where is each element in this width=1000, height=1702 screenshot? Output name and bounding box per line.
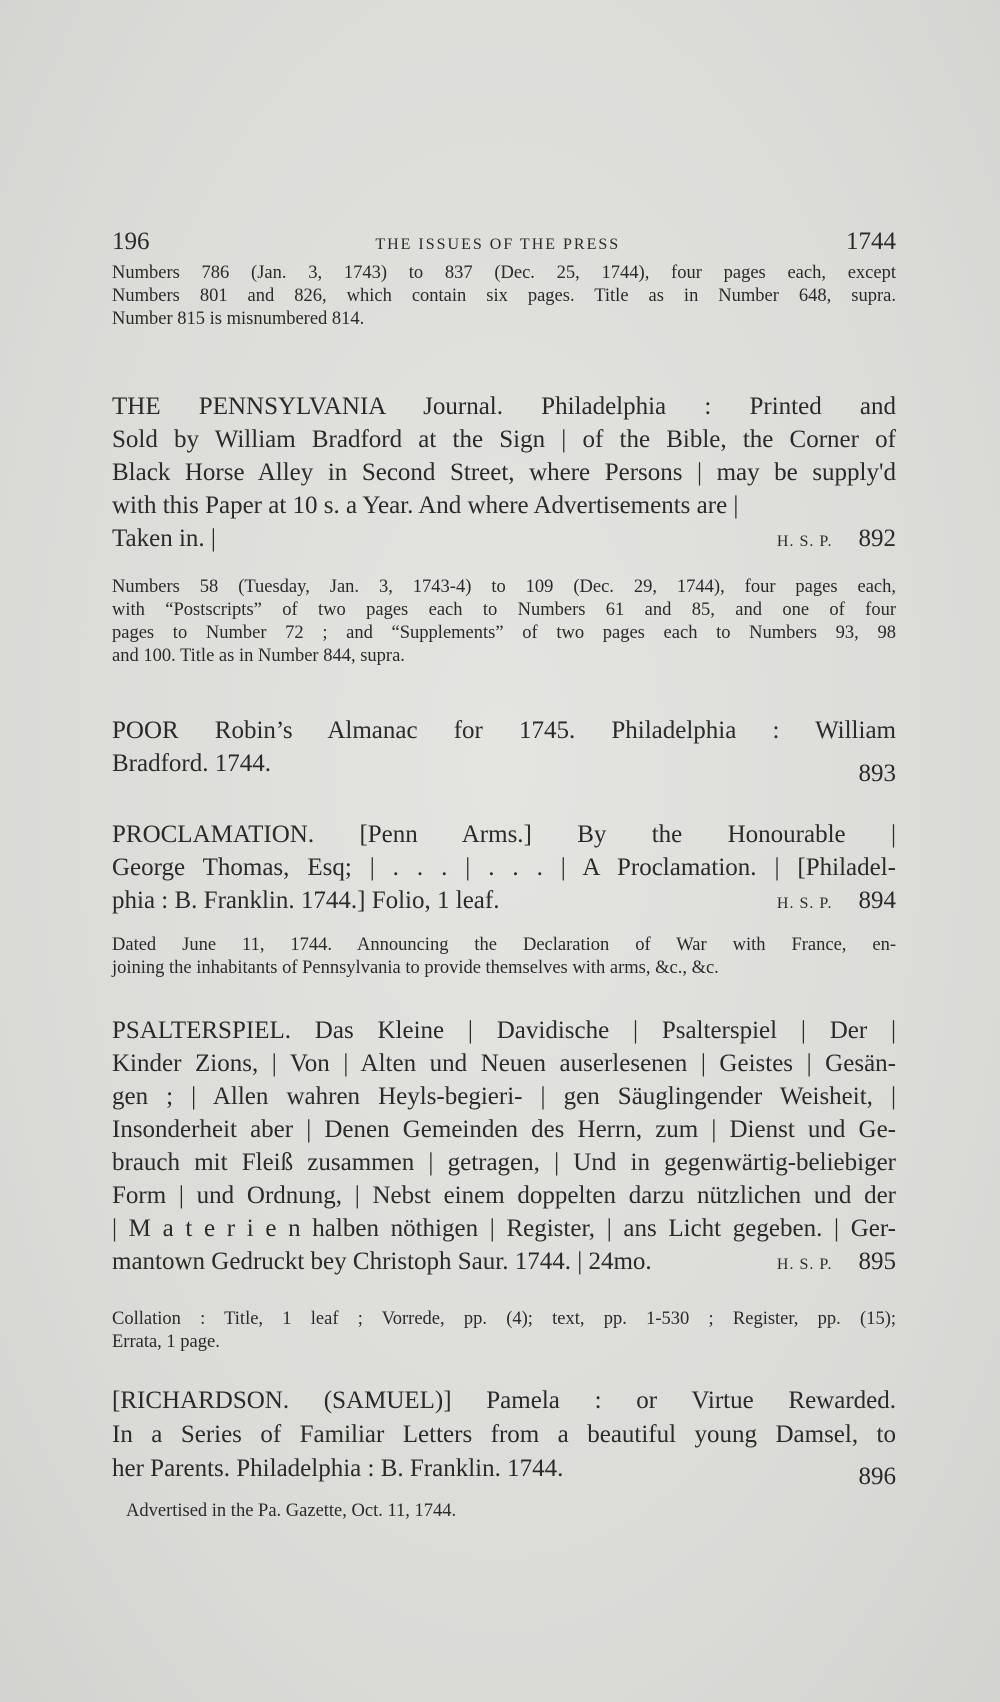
title-line: with this Paper at 10 s. a Year. And where Advertisements are | [112, 492, 739, 519]
entry-ref [777, 884, 896, 920]
location-code: H. S. P. [776, 533, 833, 550]
location-code: H. S. P. [776, 895, 833, 912]
title-line: POOR Robin’s Almanac for 1745. Philadelphia : William [112, 717, 896, 744]
note-line: Dated June 11, 1744. Announcing the Declaration of War with France, en- [112, 935, 896, 955]
title-line: mantown Gedruckt bey Christoph Saur. 1744. | 24mo. [112, 1248, 652, 1275]
entry-892-title [112, 390, 896, 558]
title-last-line [112, 884, 896, 920]
entry-894-title [112, 818, 896, 920]
title-line: [RICHARDSON. (SAMUEL)] Pamela : or Virtue Rewarded. [112, 1387, 896, 1414]
note-line: Advertised in the Pa. Gazette, Oct. 11, 1744. [126, 1501, 457, 1521]
note-line: Numbers 58 (Tuesday, Jan. 3, 1743-4) to 109 (Dec. 29, 1744), four pages each, [112, 577, 896, 597]
entry-896-title [112, 1384, 896, 1490]
title-last-line [112, 747, 896, 787]
title-line: Sold by William Bradford at the Sign | of the Bible, the Corner of [112, 426, 896, 453]
title-line: Bradford. 1744. [112, 750, 271, 777]
entry-number: 893 [858, 760, 896, 787]
title-line: Black Horse Alley in Second Street, where Persons | may be supply'd [112, 459, 896, 486]
running-title: THE ISSUES OF THE PRESS [375, 236, 621, 253]
entry-number: 892 [858, 525, 896, 552]
entry-895-note [112, 1308, 896, 1354]
entry-894-note [112, 934, 896, 980]
header-year: 1744 [845, 228, 896, 255]
entry-ref [777, 1245, 896, 1281]
title-line: George Thomas, Esq; | . . . | . . . | A Proclamation. | [Philadel- [112, 854, 896, 881]
note-line: Number 815 is misnumbered 814. [112, 309, 365, 329]
note-line: pages to Number 72 ; and “Supplements” of two pages each to Numbers 93, 98 [112, 623, 896, 643]
title-last-line [112, 1245, 896, 1281]
title-last-line [112, 522, 896, 558]
title-line: Taken in. | [112, 525, 216, 552]
entry-number: 896 [858, 1463, 896, 1490]
location-code: H. S. P. [776, 1256, 833, 1273]
note-line: and 100. Title as in Number 844, supra. [112, 646, 405, 666]
title-line: phia : B. Franklin. 1744.] Folio, 1 leaf. [112, 887, 500, 914]
note-line: joining the inhabitants of Pennsylvania to provide themselves with arms, &c., &c. [112, 958, 719, 978]
note-line: Numbers 786 (Jan. 3, 1743) to 837 (Dec. 25, 1744), four pages each, except [112, 263, 896, 283]
title-line: gen ; | Allen wahren Heyls-begieri- | gen Säuglingender Weisheit, | [112, 1083, 896, 1110]
entry-892-note [112, 576, 896, 668]
entry-number: 895 [858, 1248, 896, 1275]
title-line: Insonderheit aber | Denen Gemeinden des Herrn, zum | Dienst und Ge- [112, 1116, 896, 1143]
title-line: brauch mit Fleiß zusammen | getragen, | Und in gegenwärtig-beliebiger [112, 1149, 896, 1176]
note-line: Collation : Title, 1 leaf ; Vorrede, pp. (4); text, pp. 1-530 ; Register, pp. (15); [112, 1309, 896, 1329]
note-line: Numbers 801 and 826, which contain six pages. Title as in Number 648, supra. [112, 286, 896, 306]
entry-896-note [126, 1500, 910, 1523]
title-line: THE PENNSYLVANIA Journal. Philadelphia : Printed and [112, 393, 896, 420]
title-line: her Parents. Philadelphia : B. Franklin. 1744. [112, 1455, 564, 1482]
title-line: Kinder Zions, | Von | Alten und Neuen auserlesenen | Geistes | Gesän- [112, 1050, 896, 1077]
entry-893-title [112, 714, 896, 787]
title-line: | M a t e r i e n halben nöthigen | Register, | ans Licht gegeben. | Ger- [112, 1215, 896, 1242]
title-line: PSALTERSPIEL. Das Kleine | Davidische | Psalterspiel | Der | [112, 1017, 896, 1044]
title-line: In a Series of Familiar Letters from a beautiful young Damsel, to [112, 1421, 896, 1448]
title-last-line [112, 1452, 896, 1490]
page-number: 196 [112, 228, 150, 255]
entry-number: 894 [858, 887, 896, 914]
entry-895-title [112, 1014, 896, 1281]
continuation-note [112, 262, 896, 331]
entry-ref [777, 522, 896, 558]
title-line: Form | und Ordnung, | Nebst einem doppelten darzu nützlichen und der [112, 1182, 896, 1209]
note-line: with “Postscripts” of two pages each to Numbers 61 and 85, and one of four [112, 600, 896, 620]
title-line: PROCLAMATION. [Penn Arms.] By the Honourable | [112, 821, 896, 848]
running-header [112, 228, 896, 256]
note-line: Errata, 1 page. [112, 1332, 220, 1352]
